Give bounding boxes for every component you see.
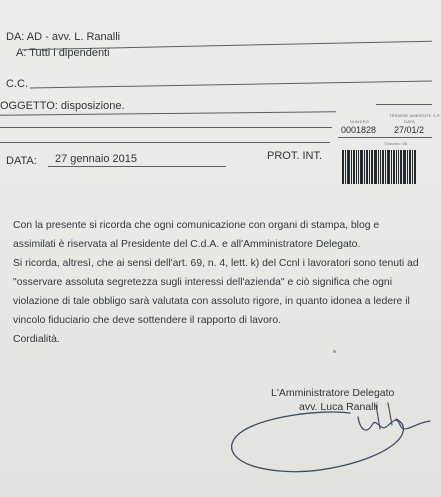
from-field: DA: AD - avv. L. Ranalli	[6, 31, 121, 43]
stamp-data-label: DATA	[404, 119, 415, 124]
body-closing: Cordialità.	[13, 334, 60, 345]
signature-name: avv. Luca Ranalli	[299, 401, 379, 413]
handwritten-signature	[200, 395, 432, 485]
subject-field: OGGETTO: disposizione.	[0, 100, 125, 112]
blank-line-1	[0, 127, 332, 128]
date-line	[48, 166, 226, 167]
stamp-bottom-line	[338, 137, 432, 138]
protocol-number: 0001828	[341, 125, 377, 135]
protocol-date: 27/01/2	[394, 125, 425, 135]
body-paragraph: Con la presente si ricorda che ogni comunicazione con organi di stampa, blog e assimilati è riservata al Presidente del C.d.A. e all'Amministratore Delegato.	[13, 220, 380, 250]
stamp-top-line	[376, 104, 432, 105]
to-field: A: Tutti i dipendenti	[16, 47, 110, 59]
body-paragraph: Si ricorda, altresì, che ai sensi dell'art. 69, n. 4, lett. k) del Ccnl i lavoratori sono tenuti ad "osservare assoluta segretezza sugli interessi dell'azienda" e ciò significa che ogni violazione di tale obbligo sarà valutata con assoluto rigore, in quanto idonea a ledere il vincolo fiduciario che deve sottendere il rapporto di lavoro.	[13, 258, 419, 326]
memo-body	[13, 216, 423, 349]
cc-line	[30, 80, 432, 88]
date-value: 27 gennaio 2015	[55, 153, 137, 165]
date-label: DATA:	[6, 155, 37, 167]
stamp-titolario: Titolario: 08	[384, 141, 408, 146]
paper-mark	[333, 350, 336, 353]
stamp-header: TERMINE AMBIENTE S.P.	[389, 113, 441, 118]
cc-field: C.C.	[6, 78, 28, 90]
prot-int-label: PROT. INT.	[267, 150, 323, 162]
blank-line-2	[0, 142, 330, 143]
signature-role: L'Amministratore Delegato	[271, 387, 395, 399]
barcode	[342, 150, 432, 184]
stamp-numero-label: NUMERO	[350, 119, 369, 124]
